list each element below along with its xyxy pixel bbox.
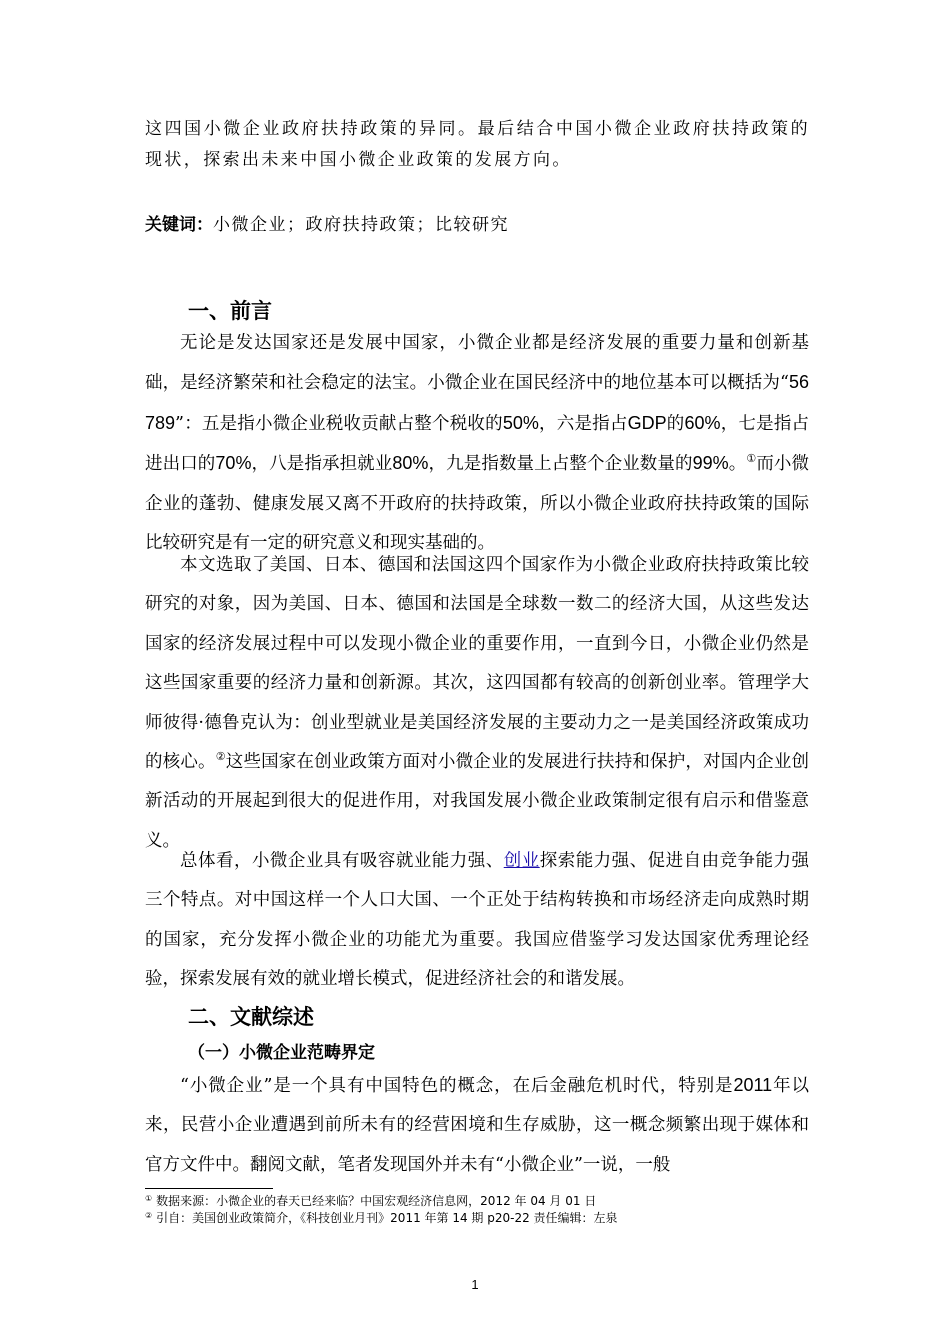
- footnote-ref-1[interactable]: ①: [746, 452, 757, 466]
- section-1-paragraph-2: 本文选取了美国、日本、德国和法国这四个国家作为小微企业政府扶持政策比较研究的对象，因为美国、日本、德国和法国是全球数一数二的经济大国，从这些发达国家的经济发展过程中可以发现小微企业的重要作用，一直到今日，小微企业仍然是这些国家重要的经济力量和创新源。其次，这四国都有较高的创新创业率。管理学大师彼得·德鲁克认为：创业型就业是美国经济发展的主要动力之一是美国经济政策成功的核心。②这些国家在创业政策方面对小微企业的发展进行扶持和保护，对国内企业创新活动的开展起到很大的促进作用，对我国发展小微企业政策制定很有启示和借鉴意义。: [145, 555, 809, 851]
- section-1-paragraph-1: 无论是发达国家还是发展中国家，小微企业都是经济发展的重要力量和创新基础，是经济繁荣和社会稳定的法宝。小微企业在国民经济中的地位基本可以概括为“56789”：五是指小微企业税收贡献占整个税收的50%，六是指占GDP的60%，七是指占进出口的70%，八是指承担就业80%，九是指数量上占整个企业数量的99%。①而小微企业的蓬勃、健康发展又离不开政府的扶持政策，所以小微企业政府扶持政策的国际比较研究是有一定的研究意义和现实基础的。: [145, 333, 810, 554]
- keywords-label: 关键词：: [145, 215, 213, 235]
- section-1-heading: 一、前言: [188, 299, 272, 323]
- keywords: [145, 211, 509, 239]
- page-number: 1: [471, 1277, 479, 1292]
- section-2-subheading: （一）小微企业范畴界定: [188, 1043, 375, 1063]
- keywords-terms: 小微企业；政府扶持政策；比较研究: [213, 215, 509, 235]
- section-2-heading: 二、文献综述: [188, 1005, 314, 1029]
- footnote-2: ② 引自：美国创业政策简介，《科技创业月刊》2011 年第 14 期 p20-22 责任编辑：左泉: [145, 1211, 618, 1225]
- footnote-ref-2[interactable]: ②: [215, 750, 226, 764]
- abstract-tail: 这四国小微企业政府扶持政策的异同。最后结合中国小微企业政府扶持政策的现状，探索出未来中国小微企业政策的发展方向。: [145, 119, 810, 170]
- footnote-separator: [145, 1188, 273, 1189]
- section-1-paragraph-3: 总体看，小微企业具有吸容就业能力强、创业探索能力强、促进自由竞争能力强三个特点。对中国这样一个人口大国、一个正处于结构转换和市场经济走向成熟时期的国家，充分发挥小微企业的功能尤为重要。我国应借鉴学习发达国家优秀理论经验，探索发展有效的就业增长模式，促进经济社会的和谐发展。: [145, 851, 810, 990]
- chuangye-link[interactable]: 创业: [503, 851, 540, 871]
- section-2-paragraph-1: “小微企业”是一个具有中国特色的概念，在后金融危机时代，特别是2011年以来，民营小企业遭遇到前所未有的经营困境和生存威胁，这一概念频繁出现于媒体和官方文件中。翻阅文献，笔者发现国外并未有“小微企业”一说，一般: [145, 1075, 809, 1175]
- footnote-1: ① 数据来源：小微企业的春天已经来临？中国宏观经济信息网，2012 年 04 月 01 日: [145, 1194, 597, 1208]
